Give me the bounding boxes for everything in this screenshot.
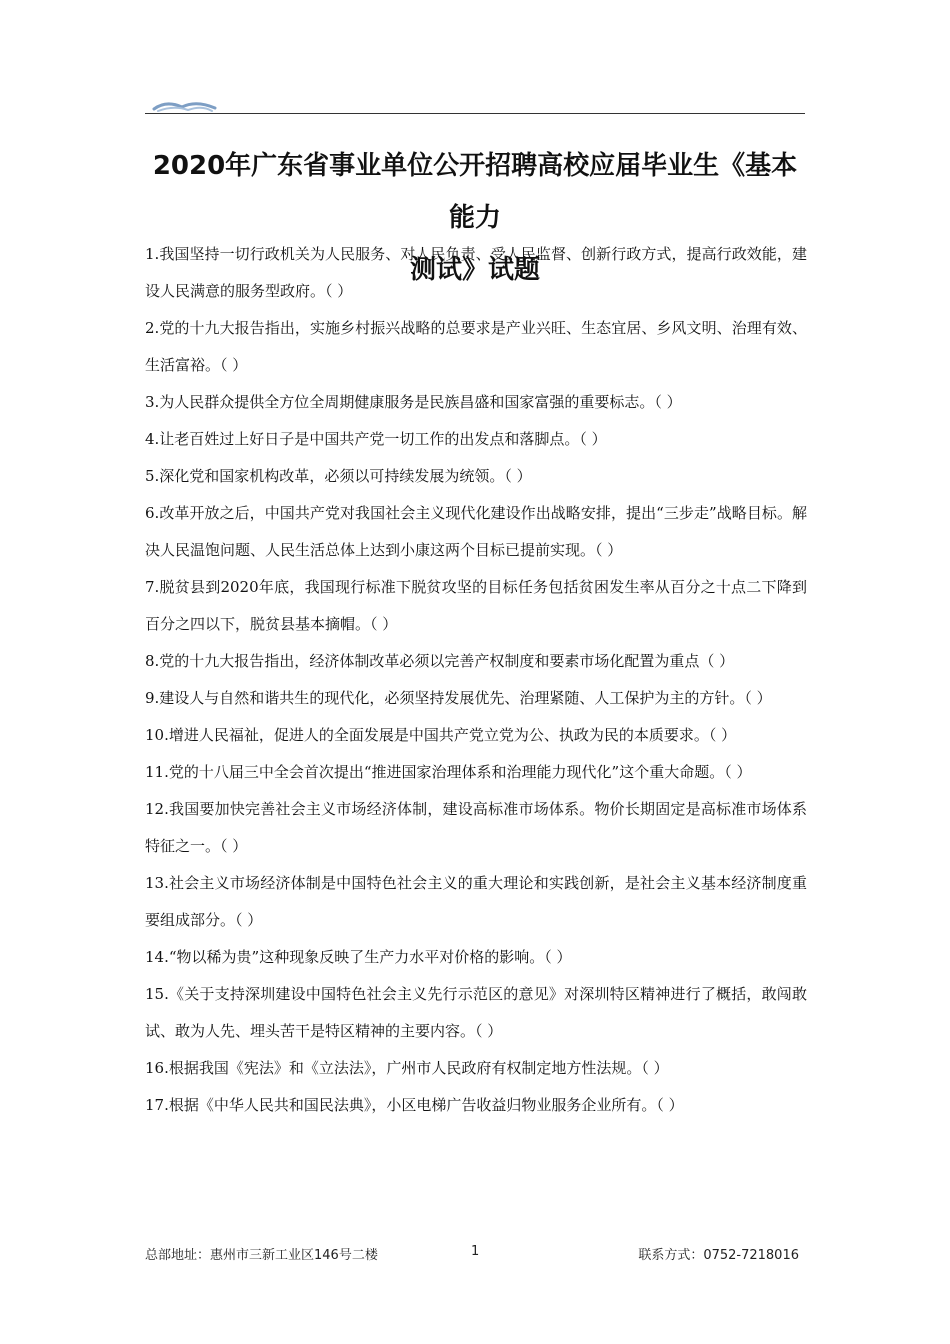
page-footer	[145, 1244, 805, 1266]
page-number: 1	[471, 1244, 480, 1259]
question-item: 8.党的十九大报告指出，经济体制改革必须以完善产权制度和要素市场化配置为重点（ ）	[145, 652, 735, 670]
question-item: 6.改革开放之后，中国共产党对我国社会主义现代化建设作出战略安排，提出“三步走”战略目标。解决人民温饱问题、人民生活总体上达到小康这两个目标已提前实现。（ ）	[145, 504, 807, 559]
question-item: 16.根据我国《宪法》和《立法法》，广州市人民政府有权制定地方性法规。（ ）	[145, 1059, 669, 1077]
footer-address: 总部地址：惠州市三新工业区146号二楼	[145, 1248, 378, 1263]
question-item: 3.为人民群众提供全方位全周期健康服务是民族昌盛和国家富强的重要标志。（ ）	[145, 393, 682, 411]
question-list	[145, 236, 807, 1124]
question-item: 9.建设人与自然和谐共生的现代化，必须坚持发展优先、治理紧随、人工保护为主的方针。（ ）	[145, 689, 772, 707]
company-logo	[152, 96, 218, 112]
question-item: 13.社会主义市场经济体制是中国特色社会主义的重大理论和实践创新，是社会主义基本经济制度重要组成部分。（ ）	[145, 874, 807, 929]
question-item: 15.《关于支持深圳建设中国特色社会主义先行示范区的意见》对深圳特区精神进行了概括，敢闯敢试、敢为人先、埋头苦干是特区精神的主要内容。（ ）	[145, 985, 807, 1040]
question-item: 14.“物以稀为贵”这种现象反映了生产力水平对价格的影响。（ ）	[145, 948, 572, 966]
question-item: 10.增进人民福祉，促进人的全面发展是中国共产党立党为公、执政为民的本质要求。（ ）	[145, 726, 737, 744]
footer-contact: 联系方式：0752-7218016	[638, 1248, 799, 1263]
question-item: 7.脱贫县到2020年底，我国现行标准下脱贫攻坚的目标任务包括贫困发生率从百分之十点二下降到百分之四以下，脱贫县基本摘帽。（ ）	[145, 578, 807, 633]
header-rule	[145, 113, 805, 114]
question-item: 17.根据《中华人民共和国民法典》，小区电梯广告收益归物业服务企业所有。（ ）	[145, 1096, 684, 1114]
question-item: 2.党的十九大报告指出，实施乡村振兴战略的总要求是产业兴旺、生态宜居、乡风文明、治理有效、生活富裕。（ ）	[145, 319, 807, 374]
question-item: 1.我国坚持一切行政机关为人民服务、对人民负责、受人民监督、创新行政方式，提高行政效能，建设人民满意的服务型政府。（ ）	[145, 245, 807, 300]
question-item: 11.党的十八届三中全会首次提出“推进国家治理体系和治理能力现代化”这个重大命题。（ ）	[145, 763, 752, 781]
question-item: 5.深化党和国家机构改革，必须以可持续发展为统领。（ ）	[145, 467, 532, 485]
question-item: 4.让老百姓过上好日子是中国共产党一切工作的出发点和落脚点。（ ）	[145, 430, 607, 448]
question-item: 12.我国要加快完善社会主义市场经济体制，建设高标准市场体系。物价长期固定是高标准市场体系特征之一。（ ）	[145, 800, 807, 855]
title-line-1: 2020年广东省事业单位公开招聘高校应届毕业生《基本能力	[152, 151, 798, 233]
title-line-2: 测试》试题	[409, 255, 540, 285]
